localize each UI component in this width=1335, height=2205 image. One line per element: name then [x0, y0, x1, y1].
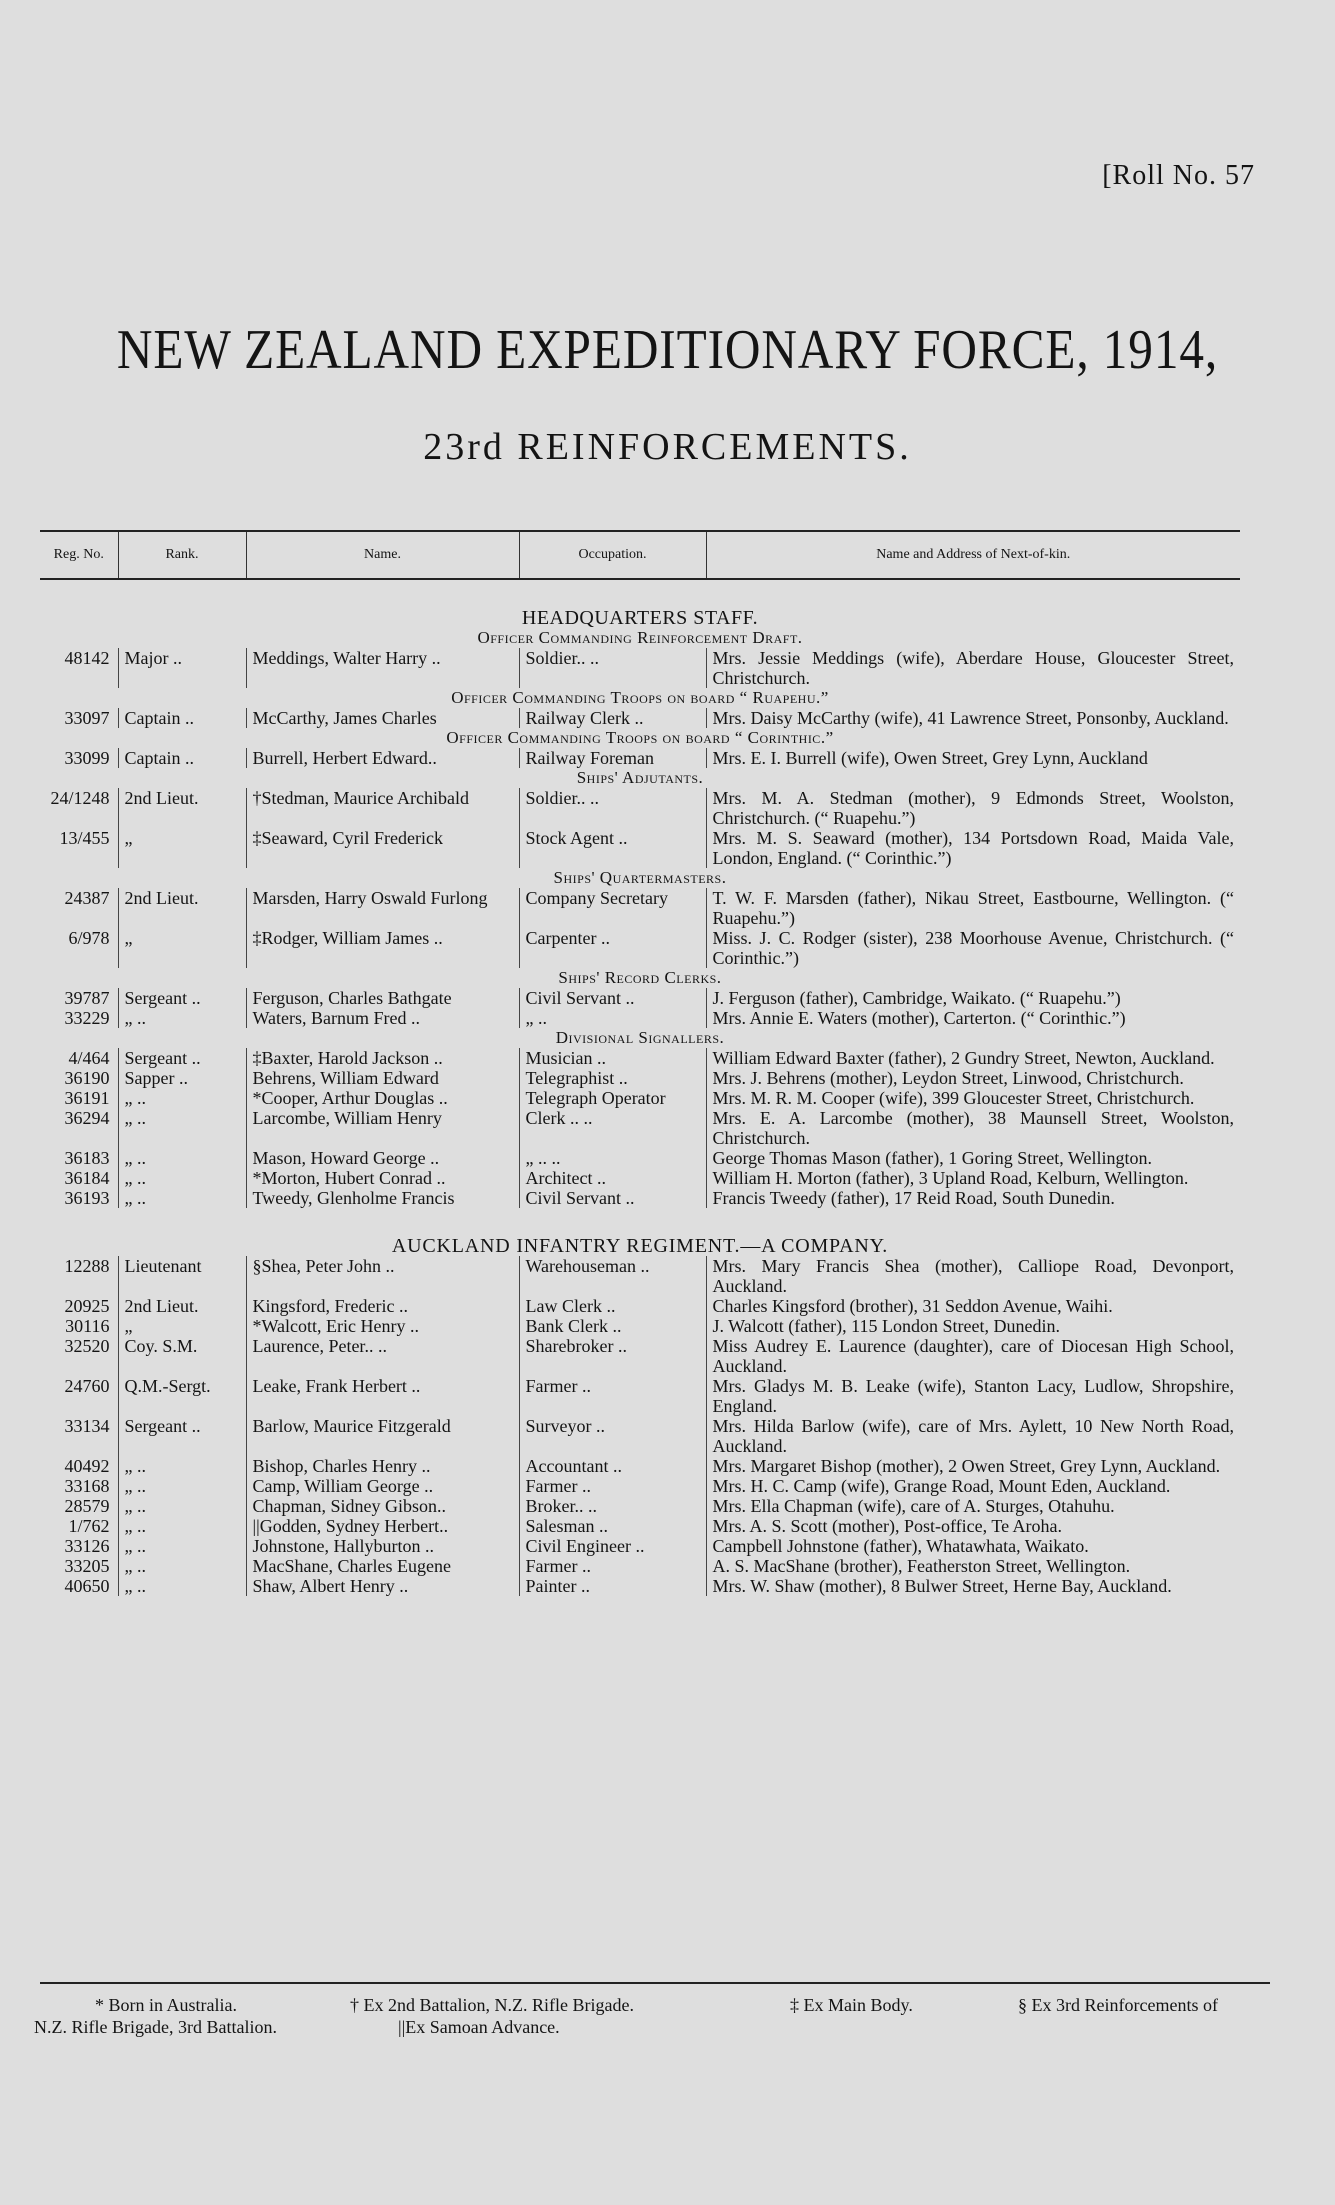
cell-rank: Sergeant ..	[118, 1048, 246, 1068]
cell-name: *Cooper, Arthur Douglas ..	[246, 1088, 519, 1108]
cell-rank: „	[118, 1316, 246, 1336]
cell-name: MacShane, Charles Eugene	[246, 1556, 519, 1576]
table-row	[40, 1316, 1240, 1336]
cell-rank: 2nd Lieut.	[118, 788, 246, 828]
cell-rank: „ ..	[118, 1476, 246, 1496]
cell-kin: Mrs. E. A. Larcombe (mother), 38 Maunsell Street, Woolston, Christchurch.	[706, 1108, 1240, 1148]
cell-kin: Miss. J. C. Rodger (sister), 238 Moorhouse Avenue, Christchurch. (“ Corinthic.”)	[706, 928, 1240, 968]
section-heading-row	[40, 688, 1240, 708]
cell-name: Chapman, Sidney Gibson..	[246, 1496, 519, 1516]
cell-occupation: Clerk .. ..	[519, 1108, 706, 1148]
cell-rank: 2nd Lieut.	[118, 888, 246, 928]
cell-kin: Mrs. Ella Chapman (wife), care of A. Sturges, Otahuhu.	[706, 1496, 1240, 1516]
cell-kin: Mrs. E. I. Burrell (wife), Owen Street, Grey Lynn, Auckland	[706, 748, 1240, 768]
cell-rank: „ ..	[118, 1536, 246, 1556]
column-header-kin: Name and Address of Next-of-kin.	[706, 531, 1240, 579]
table-row	[40, 1516, 1240, 1536]
cell-reg: 40650	[64, 1576, 110, 1596]
section-heading-auckland: AUCKLAND INFANTRY REGIMENT.—A COMPANY.	[391, 1235, 889, 1257]
table-row	[40, 748, 1240, 768]
cell-reg: 24/1248	[50, 788, 110, 808]
cell-reg: 36183	[64, 1148, 110, 1168]
cell-kin: Charles Kingsford (brother), 31 Seddon Avenue, Waihi.	[706, 1296, 1240, 1316]
cell-occupation: „ .. ..	[519, 1148, 706, 1168]
cell-kin: Campbell Johnstone (father), Whatawhata, Waikato.	[706, 1536, 1240, 1556]
cell-occupation: Architect ..	[519, 1168, 706, 1188]
cell-occupation: Carpenter ..	[519, 928, 706, 968]
cell-reg: 33134	[64, 1416, 110, 1436]
cell-name: Tweedy, Glenholme Francis	[246, 1188, 519, 1208]
cell-kin: Mrs. Mary Francis Shea (mother), Calliope Road, Devonport, Auckland.	[706, 1256, 1240, 1296]
cell-name: Waters, Barnum Fred ..	[246, 1008, 519, 1028]
table-row	[40, 1008, 1240, 1028]
section-heading-quartermasters: Ships' Quartermasters.	[553, 868, 727, 887]
cell-occupation: Law Clerk ..	[519, 1296, 706, 1316]
page-subtitle: 23rd REINFORCEMENTS.	[423, 426, 912, 468]
table-row	[40, 648, 1240, 688]
cell-reg: 36193	[64, 1188, 110, 1208]
table-row	[40, 828, 1240, 868]
cell-rank: Sergeant ..	[118, 1416, 246, 1456]
section-heading-row	[40, 768, 1240, 788]
footnote-second-battalion: † Ex 2nd Battalion, N.Z. Rifle Brigade.	[350, 1995, 634, 2015]
cell-occupation: Farmer ..	[519, 1556, 706, 1576]
cell-reg: 13/455	[59, 828, 110, 848]
cell-occupation: Telegraphist ..	[519, 1068, 706, 1088]
cell-name: Laurence, Peter.. ..	[246, 1336, 519, 1376]
cell-rank: „ ..	[118, 1456, 246, 1476]
cell-rank: Captain ..	[118, 748, 246, 768]
cell-rank: Q.M.-Sergt.	[118, 1376, 246, 1416]
section-heading-row	[40, 1028, 1240, 1048]
cell-occupation: Telegraph Operator	[519, 1088, 706, 1108]
cell-reg: 33126	[64, 1536, 110, 1556]
roll-number: [Roll No. 57	[1102, 160, 1255, 191]
column-header-name: Name.	[246, 531, 519, 579]
cell-kin: Mrs. Margaret Bishop (mother), 2 Owen Street, Grey Lynn, Auckland.	[706, 1456, 1240, 1476]
table-row	[40, 1476, 1240, 1496]
section-heading-row	[40, 1208, 1240, 1256]
table-row	[40, 1576, 1240, 1596]
table-row	[40, 1108, 1240, 1148]
section-heading-row	[40, 628, 1240, 648]
footnote-born-australia: * Born in Australia.	[95, 1995, 237, 2015]
footnote-main-body: ‡ Ex Main Body.	[790, 1995, 913, 2015]
cell-occupation: Company Secretary	[519, 888, 706, 928]
cell-reg: 39787	[64, 988, 110, 1008]
footnote-third-reinforcements: § Ex 3rd Reinforcements of	[1018, 1995, 1218, 2015]
page-title: NEW ZEALAND EXPEDITIONARY FORCE, 1914,	[116, 319, 1219, 381]
cell-occupation: Farmer ..	[519, 1376, 706, 1416]
section-heading-oc-corinthic: Officer Commanding Troops on board “ Corinthic.”	[446, 728, 834, 747]
cell-kin: William H. Morton (father), 3 Upland Road, Kelburn, Wellington.	[706, 1168, 1240, 1188]
cell-reg: 6/978	[68, 928, 110, 948]
column-header-occupation: Occupation.	[519, 531, 706, 579]
cell-occupation: Accountant ..	[519, 1456, 706, 1476]
cell-occupation: Sharebroker ..	[519, 1336, 706, 1376]
cell-name: Bishop, Charles Henry ..	[246, 1456, 519, 1476]
cell-kin: George Thomas Mason (father), 1 Goring Street, Wellington.	[706, 1148, 1240, 1168]
cell-rank: „ ..	[118, 1148, 246, 1168]
cell-occupation: Farmer ..	[519, 1476, 706, 1496]
cell-occupation: Painter ..	[519, 1576, 706, 1596]
table-row	[40, 988, 1240, 1008]
cell-reg: 33168	[64, 1476, 110, 1496]
section-heading-row	[40, 968, 1240, 988]
table-row	[40, 1296, 1240, 1316]
cell-kin: J. Walcott (father), 115 London Street, Dunedin.	[706, 1316, 1240, 1336]
cell-kin: Mrs. A. S. Scott (mother), Post-office, Te Aroha.	[706, 1516, 1240, 1536]
cell-rank: Lieutenant	[118, 1256, 246, 1296]
section-heading-hq: HEADQUARTERS STAFF.	[521, 607, 759, 629]
cell-kin: Mrs. M. R. M. Cooper (wife), 399 Gloucester Street, Christchurch.	[706, 1088, 1240, 1108]
cell-occupation: Civil Servant ..	[519, 988, 706, 1008]
cell-name: Barlow, Maurice Fitzgerald	[246, 1416, 519, 1456]
cell-name: Meddings, Walter Harry ..	[246, 648, 519, 688]
cell-reg: 36184	[64, 1168, 110, 1188]
cell-rank: „ ..	[118, 1168, 246, 1188]
cell-rank: 2nd Lieut.	[118, 1296, 246, 1316]
section-heading-oc-ruapehu: Officer Commanding Troops on board “ Ruapehu.”	[451, 688, 829, 707]
table-row	[40, 708, 1240, 728]
section-heading-row	[40, 596, 1240, 628]
table-row	[40, 1556, 1240, 1576]
cell-name: ‡Seaward, Cyril Frederick	[246, 828, 519, 868]
cell-occupation: Railway Clerk ..	[519, 708, 706, 728]
cell-occupation: Soldier.. ..	[519, 788, 706, 828]
table-row	[40, 1148, 1240, 1168]
cell-rank: „ ..	[118, 1008, 246, 1028]
cell-name: Shaw, Albert Henry ..	[246, 1576, 519, 1596]
cell-occupation: Soldier.. ..	[519, 648, 706, 688]
cell-rank: Coy. S.M.	[118, 1336, 246, 1376]
cell-reg: 36191	[64, 1088, 110, 1108]
table-row	[40, 1376, 1240, 1416]
cell-rank: „ ..	[118, 1576, 246, 1596]
cell-occupation: Surveyor ..	[519, 1416, 706, 1456]
cell-reg: 40492	[64, 1456, 110, 1476]
cell-occupation: Civil Engineer ..	[519, 1536, 706, 1556]
table-row	[40, 1256, 1240, 1296]
cell-occupation: Bank Clerk ..	[519, 1316, 706, 1336]
cell-occupation: Warehouseman ..	[519, 1256, 706, 1296]
cell-rank: „ ..	[118, 1516, 246, 1536]
cell-name: McCarthy, James Charles	[246, 708, 519, 728]
section-heading-oc-draft: Officer Commanding Reinforcement Draft.	[477, 628, 803, 647]
cell-rank: „ ..	[118, 1556, 246, 1576]
cell-reg: 28579	[64, 1496, 110, 1516]
table-row	[40, 888, 1240, 928]
cell-reg: 1/762	[68, 1516, 110, 1536]
cell-name: Ferguson, Charles Bathgate	[246, 988, 519, 1008]
cell-occupation: Broker.. ..	[519, 1496, 706, 1516]
cell-kin: Miss Audrey E. Laurence (daughter), care of Diocesan High School, Auckland.	[706, 1336, 1240, 1376]
cell-occupation: Civil Servant ..	[519, 1188, 706, 1208]
cell-kin: William Edward Baxter (father), 2 Gundry Street, Newton, Auckland.	[706, 1048, 1240, 1068]
section-heading-row	[40, 728, 1240, 748]
cell-rank: „ ..	[118, 1088, 246, 1108]
section-heading-signallers: Divisional Signallers.	[555, 1028, 725, 1047]
cell-reg: 4/464	[68, 1048, 110, 1068]
cell-reg: 32520	[64, 1336, 110, 1356]
cell-rank: Major ..	[118, 648, 246, 688]
cell-kin: T. W. F. Marsden (father), Nikau Street, Eastbourne, Wellington. (“ Ruapehu.”)	[706, 888, 1240, 928]
cell-reg: 30116	[65, 1316, 110, 1336]
cell-kin: J. Ferguson (father), Cambridge, Waikato. (“ Ruapehu.”)	[706, 988, 1240, 1008]
cell-name: Burrell, Herbert Edward..	[246, 748, 519, 768]
table-row	[40, 1048, 1240, 1068]
cell-rank: Sapper ..	[118, 1068, 246, 1088]
cell-kin: Mrs. Gladys M. B. Leake (wife), Stanton Lacy, Ludlow, Shropshire, England.	[706, 1376, 1240, 1416]
cell-kin: Mrs. Jessie Meddings (wife), Aberdare House, Gloucester Street, Christchurch.	[706, 648, 1240, 688]
cell-occupation: Stock Agent ..	[519, 828, 706, 868]
cell-name: Behrens, William Edward	[246, 1068, 519, 1088]
cell-name: *Walcott, Eric Henry ..	[246, 1316, 519, 1336]
cell-name: *Morton, Hubert Conrad ..	[246, 1168, 519, 1188]
cell-name: Larcombe, William Henry	[246, 1108, 519, 1148]
cell-rank: „ ..	[118, 1108, 246, 1148]
cell-reg: 24760	[64, 1376, 110, 1396]
cell-reg: 36294	[64, 1108, 110, 1128]
cell-rank: „	[118, 928, 246, 968]
cell-name: Johnstone, Hallyburton ..	[246, 1536, 519, 1556]
cell-rank: „ ..	[118, 1496, 246, 1516]
cell-kin: Mrs. Hilda Barlow (wife), care of Mrs. Aylett, 10 New North Road, Auckland.	[706, 1416, 1240, 1456]
cell-occupation: „ ..	[519, 1008, 706, 1028]
cell-occupation: Railway Foreman	[519, 748, 706, 768]
section-heading-row	[40, 868, 1240, 888]
cell-rank: Captain ..	[118, 708, 246, 728]
column-header-rank: Rank.	[118, 531, 246, 579]
cell-name: †Stedman, Maurice Archibald	[246, 788, 519, 828]
cell-name: ‡Rodger, William James ..	[246, 928, 519, 968]
cell-name: ‡Baxter, Harold Jackson ..	[246, 1048, 519, 1068]
table-row	[40, 1336, 1240, 1376]
cell-reg: 33205	[64, 1556, 110, 1576]
cell-occupation: Musician ..	[519, 1048, 706, 1068]
table-row	[40, 928, 1240, 968]
table-row	[40, 1496, 1240, 1516]
table-row	[40, 1168, 1240, 1188]
cell-reg: 12288	[64, 1256, 110, 1276]
cell-kin: Mrs. Annie E. Waters (mother), Carterton. (“ Corinthic.”)	[706, 1008, 1240, 1028]
cell-name: Marsden, Harry Oswald Furlong	[246, 888, 519, 928]
table-body	[40, 579, 1240, 1596]
cell-rank: „	[118, 828, 246, 868]
cell-reg: 33099	[64, 748, 110, 768]
cell-name: §Shea, Peter John ..	[246, 1256, 519, 1296]
cell-kin: Mrs. M. A. Stedman (mother), 9 Edmonds Street, Woolston, Christchurch. (“ Ruapehu.”)	[706, 788, 1240, 828]
cell-name: Mason, Howard George ..	[246, 1148, 519, 1168]
cell-rank: „ ..	[118, 1188, 246, 1208]
cell-name: ||Godden, Sydney Herbert..	[246, 1516, 519, 1536]
cell-kin: Mrs. H. C. Camp (wife), Grange Road, Mount Eden, Auckland.	[706, 1476, 1240, 1496]
table-row	[40, 1068, 1240, 1088]
table-row	[40, 1188, 1240, 1208]
footnote-rifle-brigade: N.Z. Rifle Brigade, 3rd Battalion.	[34, 2017, 277, 2037]
table-row	[40, 1456, 1240, 1476]
table-row	[40, 1416, 1240, 1456]
cell-reg: 33097	[64, 708, 110, 728]
table-row	[40, 1088, 1240, 1108]
cell-name: Leake, Frank Herbert ..	[246, 1376, 519, 1416]
cell-kin: Mrs. Daisy McCarthy (wife), 41 Lawrence Street, Ponsonby, Auckland.	[706, 708, 1240, 728]
cell-rank: Sergeant ..	[118, 988, 246, 1008]
cell-kin: Mrs. W. Shaw (mother), 8 Bulwer Street, Herne Bay, Auckland.	[706, 1576, 1240, 1596]
nominal-roll-table	[40, 530, 1240, 1596]
cell-kin: A. S. MacShane (brother), Featherston Street, Wellington.	[706, 1556, 1240, 1576]
section-heading-adjutants: Ships' Adjutants.	[576, 768, 704, 787]
table-row	[40, 1536, 1240, 1556]
cell-kin: Francis Tweedy (father), 17 Reid Road, South Dunedin.	[706, 1188, 1240, 1208]
cell-reg: 36190	[64, 1068, 110, 1088]
cell-name: Kingsford, Frederic ..	[246, 1296, 519, 1316]
column-header-reg: Reg. No.	[40, 531, 118, 579]
cell-reg: 20925	[64, 1296, 110, 1316]
cell-reg: 33229	[64, 1008, 110, 1028]
section-heading-record-clerks: Ships' Record Clerks.	[558, 968, 722, 987]
footnotes	[34, 1982, 1270, 2037]
cell-reg: 24387	[64, 888, 110, 908]
cell-occupation: Salesman ..	[519, 1516, 706, 1536]
cell-reg: 48142	[64, 648, 110, 668]
cell-name: Camp, William George ..	[246, 1476, 519, 1496]
footnote-samoan: ||Ex Samoan Advance.	[398, 2017, 560, 2037]
table-header	[40, 531, 1240, 579]
cell-kin: Mrs. J. Behrens (mother), Leydon Street, Linwood, Christchurch.	[706, 1068, 1240, 1088]
table-row	[40, 788, 1240, 828]
cell-kin: Mrs. M. S. Seaward (mother), 134 Portsdown Road, Maida Vale, London, England. (“ Corinthic.”)	[706, 828, 1240, 868]
